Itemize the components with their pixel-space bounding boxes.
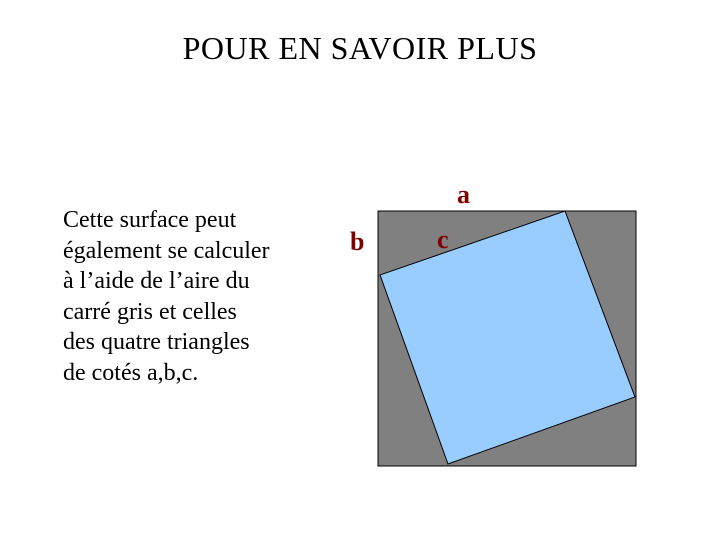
side-label-a: a <box>457 180 470 209</box>
explanation-line: à l’aide de l’aire du <box>63 268 250 294</box>
explanation-line: carré gris et celles <box>63 298 237 325</box>
explanation-line: également se calculer <box>63 237 270 264</box>
slide-title: POUR EN SAVOIR PLUS <box>182 30 538 66</box>
side-label-b: b <box>350 227 365 256</box>
pythagoras-square-diagram <box>330 170 670 480</box>
explanation-line: des quatre triangles <box>63 329 250 355</box>
explanation-line: de cotés a,b,c. <box>63 359 199 386</box>
explanation-text <box>63 205 323 388</box>
explanation-line: Cette surface peut <box>63 207 237 233</box>
side-label-c: c <box>437 225 449 254</box>
